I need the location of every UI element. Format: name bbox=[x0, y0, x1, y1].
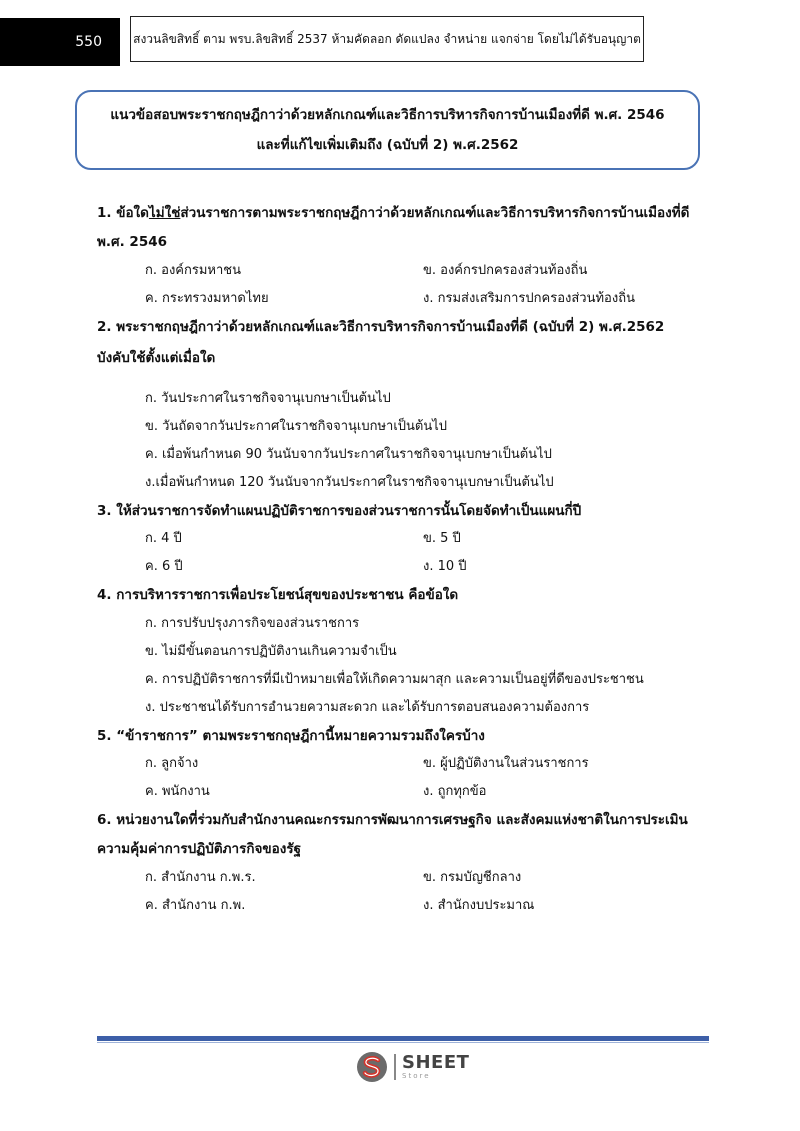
q4-option-b: ข. ไม่มีขั้นตอนการปฏิบัติงานเกินความจำเป็น bbox=[145, 644, 397, 659]
q1-option-c: ค. กระทรวงมหาดไทย bbox=[145, 291, 269, 306]
question-1-text-line-2: พ.ศ. 2546 bbox=[97, 234, 167, 250]
q3-option-b: ข. 5 ปี bbox=[423, 531, 461, 546]
q6-option-b: ข. กรมบัญชีกลาง bbox=[423, 870, 522, 885]
q1-option-d: ง. กรมส่งเสริมการปกครองส่วนท้องถิ่น bbox=[423, 291, 635, 306]
q2-option-c: ค. เมื่อพ้นกำหนด 90 วันนับจากวันประกาศในราชกิจจานุเบกษาเป็นต้นไป bbox=[145, 447, 552, 462]
q1-underlined-word: ไม่ใช่ bbox=[148, 205, 181, 221]
question-3-text: 3. ให้ส่วนราชการจัดทำแผนปฏิบัติราชการของส่วนราชการนั้นโดยจัดทำเป็นแผนกี่ปี bbox=[97, 503, 582, 519]
logo-separator bbox=[394, 1054, 396, 1080]
sheet-logo-icon bbox=[356, 1051, 388, 1083]
question-4-text: 4. การบริหารราชการเพื่อประโยชน์สุขของประชาชน คือข้อใด bbox=[97, 587, 459, 603]
question-5-text: 5. “ข้าราชการ” ตามพระราชกฤษฎีกานี้หมายความรวมถึงใครบ้าง bbox=[97, 728, 485, 744]
q1-option-b: ข. องค์กรปกครองส่วนท้องถิ่น bbox=[423, 263, 588, 278]
q2-option-a: ก. วันประกาศในราชกิจจานุเบกษาเป็นต้นไป bbox=[145, 391, 391, 406]
q4-option-c: ค. การปฏิบัติราชการที่มีเป้าหมายเพื่อให้เกิดความผาสุก และความเป็นอยู่ที่ดีของประชาชน bbox=[145, 672, 644, 687]
q3-option-c: ค. 6 ปี bbox=[145, 559, 183, 574]
logo-brand-sub: Store bbox=[402, 1072, 431, 1080]
question-6-text-line-2: ความคุ้มค่าการปฏิบัติภารกิจของรัฐ bbox=[97, 841, 302, 857]
q5-option-a: ก. ลูกจ้าง bbox=[145, 756, 199, 771]
q2-option-d: ง.เมื่อพ้นกำหนด 120 วันนับจากวันประกาศในราชกิจจานุเบกษาเป็นต้นไป bbox=[145, 475, 554, 490]
q2-option-b: ข. วันถัดจากวันประกาศในราชกิจจานุเบกษาเป็นต้นไป bbox=[145, 419, 448, 434]
q6-option-a: ก. สำนักงาน ก.พ.ร. bbox=[145, 870, 256, 885]
q1-option-a: ก. องค์กรมหาชน bbox=[145, 263, 241, 278]
question-2-text: 2. พระราชกฤษฎีกาว่าด้วยหลักเกณฑ์และวิธีการบริหารกิจการบ้านเมืองที่ดี (ฉบับที่ 2) พ.ศ.2562 bbox=[97, 319, 665, 335]
title-line-1: แนวข้อสอบพระราชกฤษฎีกาว่าด้วยหลักเกณฑ์และวิธีการบริหารกิจการบ้านเมืองที่ดี พ.ศ. 2546 bbox=[110, 107, 665, 123]
q3-option-a: ก. 4 ปี bbox=[145, 531, 182, 546]
q6-option-c: ค. สำนักงาน ก.พ. bbox=[145, 898, 246, 913]
q1-rest: ส่วนราชการตามพระราชกฤษฎีกาว่าด้วยหลักเกณฑ์และวิธีการบริหารกิจการบ้านเมืองที่ดี bbox=[180, 205, 690, 221]
q4-option-d: ง. ประชาชนได้รับการอำนวยความสะดวก และได้รับการตอบสนองความต้องการ bbox=[145, 700, 590, 715]
sheet-store-logo bbox=[356, 1050, 469, 1084]
q5-option-c: ค. พนักงาน bbox=[145, 784, 210, 799]
question-6-text: 6. หน่วยงานใดที่ร่วมกับสำนักงานคณะกรรมการพัฒนาการเศรษฐกิจ และสังคมแห่งชาติในการประเมิน bbox=[97, 812, 688, 828]
document-title-box bbox=[75, 90, 700, 170]
q5-option-b: ข. ผู้ปฏิบัติงานในส่วนราชการ bbox=[423, 756, 589, 771]
logo-brand: SHEET bbox=[402, 1052, 470, 1073]
q1-prefix: 1. ข้อใด bbox=[97, 205, 149, 221]
page-number: 550 bbox=[0, 18, 120, 66]
logo-text bbox=[402, 1054, 469, 1080]
title-line-2: และที่แก้ไขเพิ่มเติมถึง (ฉบับที่ 2) พ.ศ.2562 bbox=[256, 137, 519, 153]
footer-rule-thin bbox=[97, 1042, 709, 1043]
q3-option-d: ง. 10 ปี bbox=[423, 559, 467, 574]
footer-rule bbox=[97, 1036, 709, 1041]
q4-option-a: ก. การปรับปรุงภารกิจของส่วนราชการ bbox=[145, 616, 360, 631]
question-1-text bbox=[97, 201, 689, 223]
copyright-notice: สงวนลิขสิทธิ์ ตาม พรบ.ลิขสิทธิ์ 2537 ห้ามคัดลอก ดัดแปลง จำหน่าย แจกจ่าย โดยไม่ได้รับอนุญาต bbox=[130, 16, 644, 62]
question-2-text-line-2: บังคับใช้ตั้งแต่เมื่อใด bbox=[97, 350, 216, 366]
q5-option-d: ง. ถูกทุกข้อ bbox=[423, 784, 487, 799]
q6-option-d: ง. สำนักงบประมาณ bbox=[423, 898, 535, 913]
